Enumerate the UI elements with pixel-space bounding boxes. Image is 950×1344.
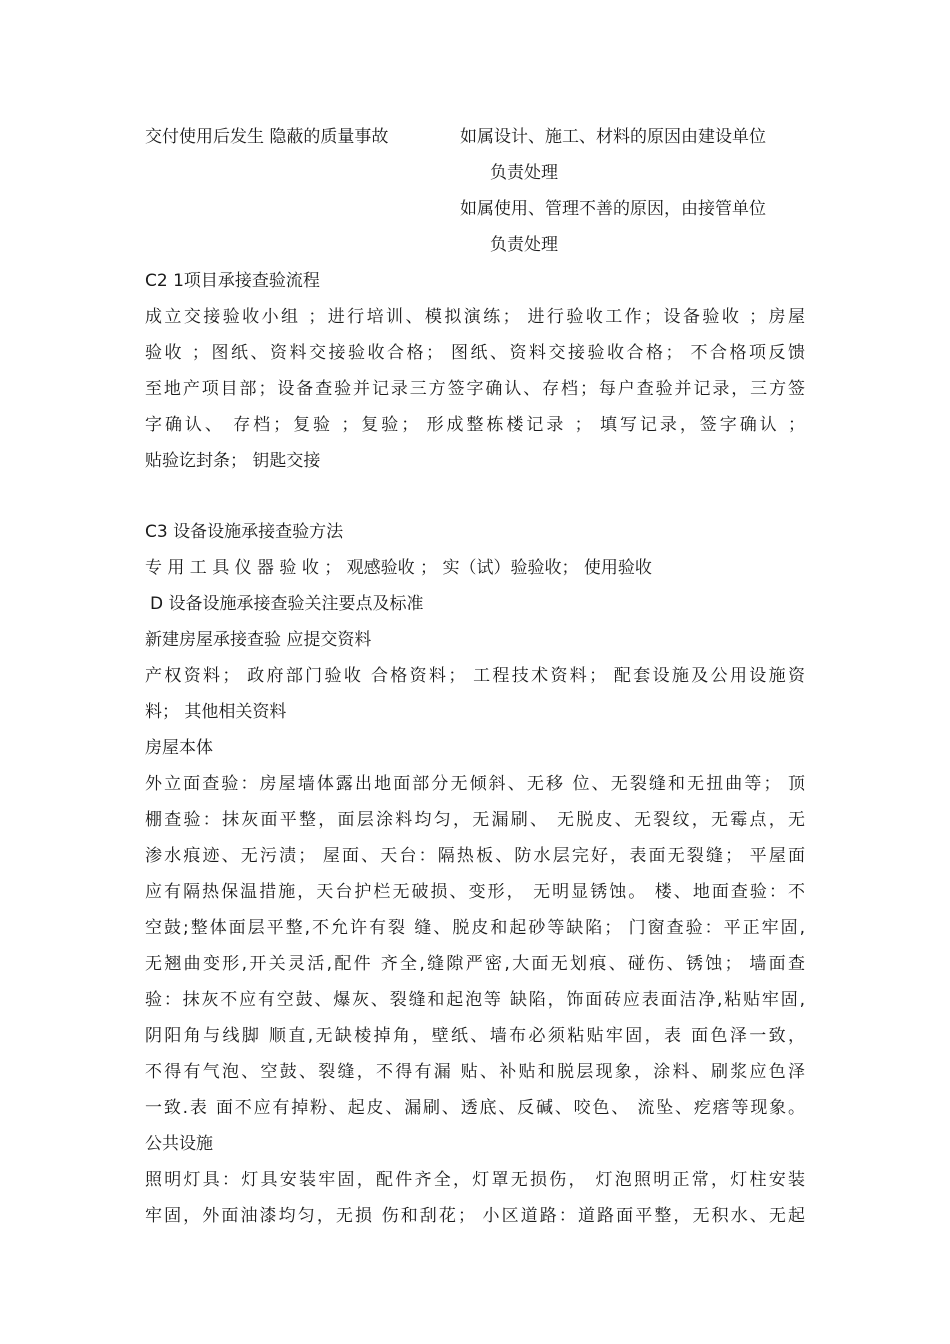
house-paragraph-line: 无翘曲变形,开关灵活,配件 齐全,缝隙严密,大面无划痕、碰伤、锈蚀； 墙面查 xyxy=(145,954,805,974)
public-paragraph-line: 照明灯具：灯具安装牢固，配件齐全，灯罩无损伤， 灯泡照明正常，灯柱安装 xyxy=(145,1170,805,1190)
d-materials-line: 料； 其他相关资料 xyxy=(145,702,287,722)
incident-row-label: 交付使用后发生 隐蔽的质量事故 xyxy=(145,127,389,147)
usage-cause-rule-line2: 负责处理 xyxy=(490,235,558,255)
house-paragraph-line: 一致.表 面不应有掉粉、起皮、漏刷、透底、反碱、咬色、 流坠、疙瘩等现象。 xyxy=(145,1098,805,1118)
c3-methods-line: 专 用 工 具 仪 器 验 收 ； 观感验收 ； 实（试）验验收； 使用验收 xyxy=(145,558,652,578)
c2-paragraph-line: 至地产项目部；设备查验并记录三方签字确认、存档；每户查验并记录，三方签 xyxy=(145,379,805,399)
house-paragraph-line: 空鼓;整体面层平整,不允许有裂 缝、脱皮和起砂等缺陷； 门窗查验：平正牢固, xyxy=(145,918,805,938)
c2-heading: C2 1项目承接查验流程 xyxy=(145,271,320,291)
house-paragraph-line: 应有隔热保温措施，天台护栏无破损、变形， 无明显锈蚀。 楼、地面查验：不 xyxy=(145,882,805,902)
house-paragraph-line: 渗水痕迹、无污渍； 屋面、天台：隔热板、防水层完好，表面无裂缝； 平屋面 xyxy=(145,846,805,866)
c2-paragraph-line: 验收 ；图纸、资料交接验收合格； 图纸、资料交接验收合格； 不合格项反馈 xyxy=(145,343,805,363)
house-heading: 房屋本体 xyxy=(145,738,213,758)
c2-paragraph-line: 成立交接验收小组 ；进行培训、模拟演练； 进行验收工作；设备验收 ；房屋 xyxy=(145,307,805,327)
house-paragraph-line: 不得有气泡、空鼓、裂缝，不得有漏 贴、补贴和脱层现象，涂料、刷浆应色泽 xyxy=(145,1062,805,1082)
house-paragraph-line: 外立面查验：房屋墙体露出地面部分无倾斜、无移 位、无裂缝和无扭曲等； 顶 xyxy=(145,774,805,794)
d-heading: D 设备设施承接查验关注要点及标准 xyxy=(150,594,424,614)
c2-paragraph-line: 贴验讫封条； 钥匙交接 xyxy=(145,451,321,471)
usage-cause-rule-line1: 如属使用、管理不善的原因，由接管单位 xyxy=(460,199,766,219)
design-cause-rule-line1: 如属设计、施工、材料的原因由建设单位 xyxy=(460,127,766,147)
public-paragraph-line: 牢固，外面油漆均匀，无损 伤和刮花； 小区道路：道路面平整，无积水、无起 xyxy=(145,1206,805,1226)
public-heading: 公共设施 xyxy=(145,1134,213,1154)
house-paragraph-line: 阴阳角与线脚 顺直,无缺棱掉角，壁纸、墙布必须粘贴牢固，表 面色泽一致， xyxy=(145,1026,805,1046)
c2-paragraph-line: 字确认、 存档；复验 ；复验； 形成整栋楼记录 ； 填写记录，签字确认 ； xyxy=(145,415,805,435)
d-sub-heading: 新建房屋承接查验 应提交资料 xyxy=(145,630,372,650)
house-paragraph-line: 棚查验：抹灰面平整，面层涂料均匀，无漏刷、 无脱皮、无裂纹，无霉点，无 xyxy=(145,810,805,830)
d-materials-line: 产权资料； 政府部门验收 合格资料； 工程技术资料； 配套设施及公用设施资 xyxy=(145,666,805,686)
design-cause-rule-line2: 负责处理 xyxy=(490,163,558,183)
house-paragraph-line: 验：抹灰不应有空鼓、爆灰、裂缝和起泡等 缺陷，饰面砖应表面洁净,粘贴牢固, xyxy=(145,990,805,1010)
c3-heading: C3 设备设施承接查验方法 xyxy=(145,522,344,542)
